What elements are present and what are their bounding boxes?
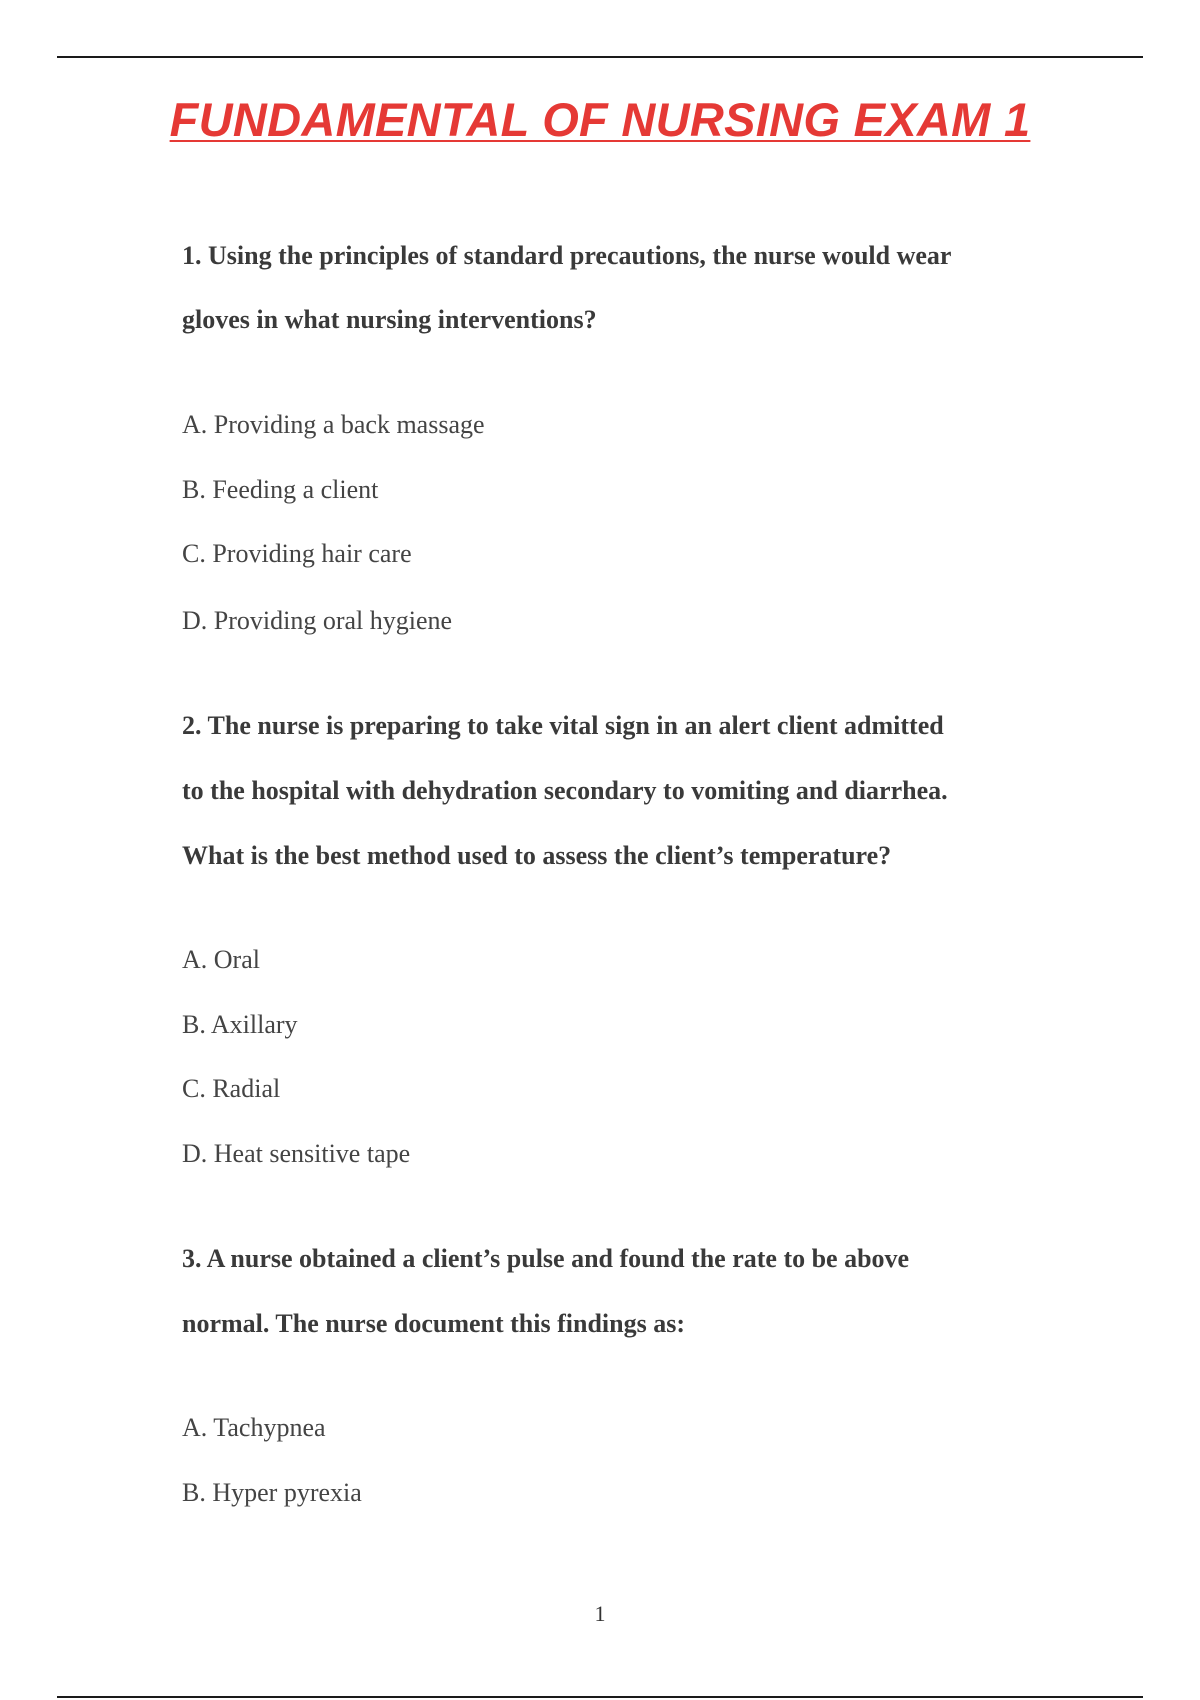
question-2-option-b: B. Axillary <box>182 1010 298 1039</box>
question-1-option-b: B. Feeding a client <box>182 475 379 504</box>
document-title <box>0 92 1200 148</box>
question-1-line-2: gloves in what nursing interventions? <box>182 305 597 334</box>
question-2-line-1: 2. The nurse is preparing to take vital sign in an alert client admitted <box>182 711 944 740</box>
question-2-line-3: What is the best method used to assess the client’s temperature? <box>182 841 892 870</box>
question-3-line-2: normal. The nurse document this findings as: <box>182 1309 685 1338</box>
question-3-option-a: A. Tachypnea <box>182 1413 326 1442</box>
document-title-text: FUNDAMENTAL OF NURSING EXAM 1 <box>169 93 1031 146</box>
question-2-option-c: C. Radial <box>182 1074 281 1103</box>
header-rule <box>57 56 1143 58</box>
question-1-option-d: D. Providing oral hygiene <box>182 606 453 635</box>
question-3-option-b: B. Hyper pyrexia <box>182 1478 362 1507</box>
question-1-option-a: A. Providing a back massage <box>182 410 485 439</box>
question-2-line-2: to the hospital with dehydration secondary to vomiting and diarrhea. <box>182 776 948 805</box>
question-3-line-1: 3. A nurse obtained a client’s pulse and found the rate to be above <box>182 1244 910 1273</box>
question-2-option-d: D. Heat sensitive tape <box>182 1139 411 1168</box>
page-number: 1 <box>594 1601 606 1626</box>
question-1-option-c: C. Providing hair care <box>182 539 412 568</box>
question-2-option-a: A. Oral <box>182 945 260 974</box>
question-1-line-1: 1. Using the principles of standard precautions, the nurse would wear <box>182 241 952 270</box>
footer-rule <box>57 1696 1143 1698</box>
